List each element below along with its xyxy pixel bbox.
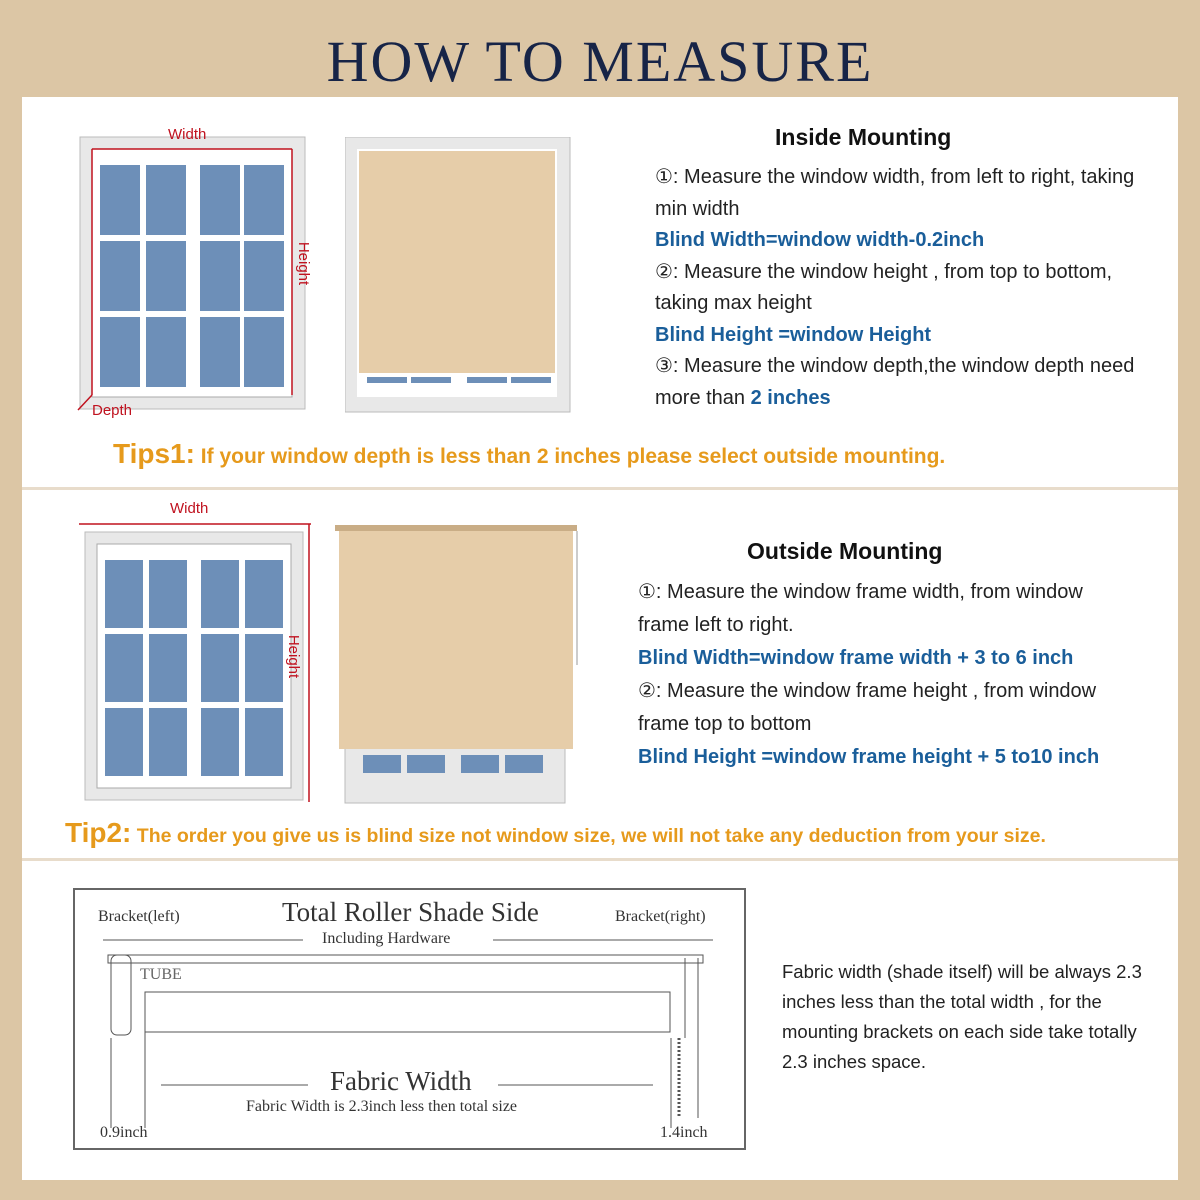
depth-highlight: 2 inches: [750, 386, 831, 409]
width-label: Width: [170, 500, 209, 517]
divider: [22, 858, 1178, 861]
outside-formula-2: Blind Height =window frame height + 5 to10 inch: [638, 746, 1100, 768]
inside-step-2: ②: Measure the window height , from top to bottom, taking max height: [655, 260, 1113, 314]
right-measure: 1.4inch: [660, 1124, 708, 1141]
inside-heading: Inside Mounting: [775, 124, 952, 150]
outside-formula-1: Blind Width=window frame width + 3 to 6 inch: [638, 647, 1074, 669]
depth-label: Depth: [92, 402, 133, 419]
tip-2: [65, 817, 1046, 849]
tip-1: [113, 438, 945, 470]
inside-step-3-text: ③: Measure the window depth,the window depth need more than: [655, 355, 1135, 409]
inside-step-1: ①: Measure the window width, from left to right, taking min width: [655, 166, 1135, 220]
fabric-width-explanation: Fabric width (shade itself) will be always 2.3 inches less than the total width , for the mounting brackets on each side take totally 2.3 inches space.: [782, 961, 1142, 1072]
inside-window-illustration: [70, 125, 320, 425]
inside-formula-1: Blind Width=window width-0.2inch: [655, 229, 985, 251]
bracket-left-label: Bracket(left): [98, 908, 180, 925]
outside-heading: Outside Mounting: [747, 538, 943, 564]
inside-shade-illustration: [345, 137, 575, 415]
divider: [22, 487, 1178, 490]
tip-2-label: Tip2:: [65, 817, 132, 848]
diagram-title: Total Roller Shade Side: [282, 897, 539, 927]
height-label: Height: [285, 634, 303, 679]
tip-1-label: Tips1:: [113, 438, 195, 469]
left-measure: 0.9inch: [100, 1124, 148, 1141]
width-label: Width: [168, 126, 207, 143]
fabric-width-note: Fabric Width is 2.3inch less then total size: [246, 1098, 518, 1115]
tip-2-text: The order you give us is blind size not window size, we will not take any deduction from your size.: [131, 825, 1046, 847]
bracket-right-label: Bracket(right): [615, 908, 706, 925]
inside-step-3: [655, 351, 1135, 414]
outside-step-2: ②: Measure the window frame height , from window frame top to bottom: [638, 680, 1097, 735]
height-label: Height: [295, 241, 313, 286]
inside-formula-2: Blind Height =window Height: [655, 323, 932, 346]
diagram-subtitle: Including Hardware: [322, 930, 451, 947]
outside-step-1: ①: Measure the window frame width, from window frame left to right.: [638, 581, 1083, 636]
fabric-width-label: Fabric Width: [330, 1066, 472, 1096]
page-title: HOW TO MEASURE: [326, 29, 874, 94]
outside-shade-illustration: [335, 525, 590, 805]
tube-label: TUBE: [140, 966, 182, 983]
tip-1-text: If your window depth is less than 2 inches please select outside mounting.: [194, 445, 946, 468]
